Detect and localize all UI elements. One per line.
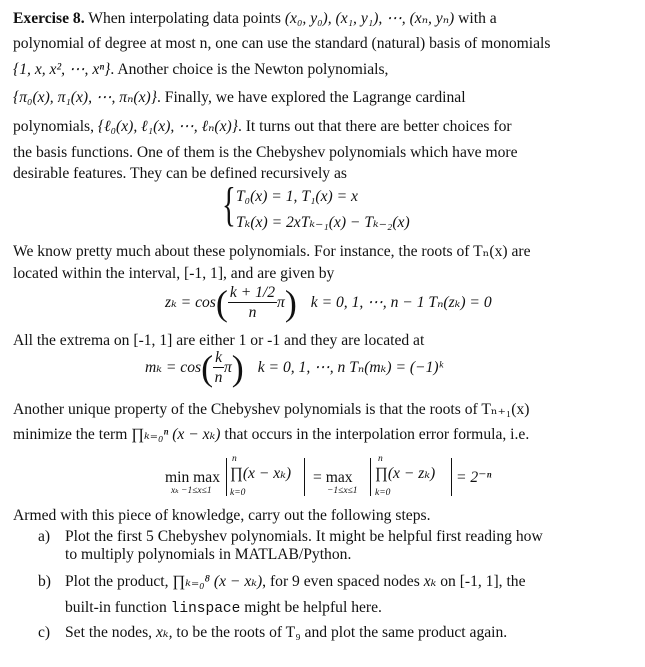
intro-text-4: . Finally, we have explored the Lagrange cardinal <box>156 89 466 106</box>
step-b-text-1b: , for 9 even spaced nodes <box>262 573 420 590</box>
extrema-formula: mₖ = cos( $\frac{k}{n}$ π) k = 0, 1, ⋯, n Tₙ(mₖ) = (−1)ᵏ <box>145 348 443 388</box>
step-b-line-2 <box>65 600 382 617</box>
property-text-2b: that occurs in the interpolation error formula, i.e. <box>224 426 530 443</box>
property-text-2a: minimize the term <box>13 426 128 443</box>
intro-line-1 <box>13 11 497 27</box>
step-b-text-2b: might be helpful here. <box>244 599 382 616</box>
intro-line-6: the basis functions. One of them is the Chebyshev polynomials which have more <box>13 144 518 161</box>
property-line-1: Another unique property of the Chebyshev polynomials is that the roots of Tₙ₊₁(x) <box>13 401 530 418</box>
step-b-text-1c: on [-1, 1], the <box>440 573 526 590</box>
intro-text-1: When interpolating data points <box>88 10 281 27</box>
minmax-limits-left: xₖ −1≤x≤1 <box>171 486 212 496</box>
extrema-pi: π <box>223 359 232 377</box>
intro-line-3 <box>13 62 388 78</box>
intro-line-4 <box>13 90 466 106</box>
minmax-limits-right: −1≤x≤1 <box>327 486 358 496</box>
extrema-rhs: k = 0, 1, ⋯, n Tₙ(mₖ) = (−1)ᵏ <box>257 359 443 377</box>
step-c-text-1a: Set the nodes, <box>65 624 153 641</box>
step-b-product-math: ∏ₖ₌₀⁸ (x − xₖ) <box>172 573 263 590</box>
step-b-text-2a: built-in function <box>65 599 167 616</box>
abs-bar-left-2 <box>370 458 371 496</box>
product-lower-1: k=0 <box>230 488 246 498</box>
monomial-set-math: {1, x, x², ⋯, xⁿ} <box>13 61 111 78</box>
step-a-line-1: Plot the first 5 Chebyshev polynomials. It might be helpful first reading how <box>65 528 543 545</box>
data-points-math: (x₀, y₀), (x₁, y₁), ⋯, (xₙ, yₙ) <box>284 10 455 27</box>
property-line-2 <box>13 427 529 443</box>
abs-bar-right-1 <box>304 458 305 496</box>
step-b-line-1 <box>65 574 526 590</box>
minmax-rhs: = 2⁻ⁿ <box>456 469 492 486</box>
roots-intro-line-2: located within the interval, [-1, 1], and are given by <box>13 265 335 282</box>
recursion-brace: { <box>222 178 236 231</box>
roots-pi: π <box>277 294 285 312</box>
minmax-product-right: ∏(x − zₖ) <box>375 465 436 482</box>
roots-formula: zₖ = cos( $\frac{k + 1/2}{n}$ π) k = 0, 1, ⋯, n − 1 Tₙ(zₖ) = 0 <box>165 283 492 323</box>
step-a-line-2: to multiply polynomials in MATLAB/Python. <box>65 546 352 563</box>
recursion-base-case: T₀(x) = 1, T₁(x) = x <box>236 188 358 205</box>
extrema-denominator: n <box>214 369 223 386</box>
roots-denominator: n <box>248 304 257 321</box>
extrema-fraction <box>213 350 224 385</box>
step-b-label: b) <box>38 573 51 590</box>
abs-bar-right-2 <box>451 458 452 496</box>
step-c-label: c) <box>38 624 51 641</box>
intro-text-5a: polynomials, <box>13 118 94 135</box>
product-lower-2: k=0 <box>375 488 391 498</box>
steps-intro-line: Armed with this piece of knowledge, carry out the following steps. <box>13 507 431 524</box>
roots-fraction <box>228 285 277 320</box>
minmax-min: min max <box>165 469 221 486</box>
intro-text-3: . Another choice is the Newton polynomials, <box>110 61 389 78</box>
newton-set-math: {π₀(x), π₁(x), ⋯, πₙ(x)} <box>13 89 157 106</box>
product-term-math: ∏ₖ₌₀ⁿ (x − xₖ) <box>131 426 221 443</box>
step-b-text-1a: Plot the product, <box>65 573 169 590</box>
step-a-label: a) <box>38 528 51 545</box>
intro-line-7: desirable features. They can be defined recursively as <box>13 165 347 182</box>
intro-line-5 <box>13 119 512 135</box>
extrema-intro-line: All the extrema on [-1, 1] are either 1 or -1 and they are located at <box>13 332 425 349</box>
minmax-equals-max: = max <box>313 469 353 486</box>
roots-rhs: k = 0, 1, ⋯, n − 1 Tₙ(zₖ) = 0 <box>310 294 492 312</box>
extrema-numerator: k <box>215 349 222 367</box>
step-b-node-symbol: xₖ <box>423 573 437 590</box>
step-c-node-symbol: xₖ, <box>155 624 173 641</box>
minmax-product-left: ∏(x − xₖ) <box>230 465 292 482</box>
intro-text-5b: . It turns out that there are better choices for <box>237 118 512 135</box>
step-b-code-linspace: linspace <box>170 601 241 617</box>
exercise-title: Exercise 8. <box>13 10 85 27</box>
recursion-step: Tₖ(x) = 2xTₖ₋₁(x) − Tₖ₋₂(x) <box>236 214 410 231</box>
product-upper-2: n <box>378 454 383 464</box>
lagrange-set-math: {ℓ₀(x), ℓ₁(x), ⋯, ℓₙ(x)} <box>97 118 238 135</box>
step-c-text-1b: to be the roots of T₉ and plot the same product again. <box>176 624 508 641</box>
extrema-lhs: mₖ = cos <box>145 359 202 377</box>
roots-intro-line-1: We know pretty much about these polynomials. For instance, the roots of Tₙ(x) are <box>13 243 531 260</box>
product-upper-1: n <box>232 454 237 464</box>
intro-line-2: polynomial of degree at most n, one can use the standard (natural) basis of monomials <box>13 35 551 52</box>
abs-bar-left-1 <box>226 458 227 496</box>
step-c-line-1 <box>65 625 507 641</box>
roots-numerator: k + 1/2 <box>229 284 276 302</box>
roots-lhs: zₖ = cos <box>165 294 216 312</box>
intro-text-1-end: with a <box>458 10 497 27</box>
